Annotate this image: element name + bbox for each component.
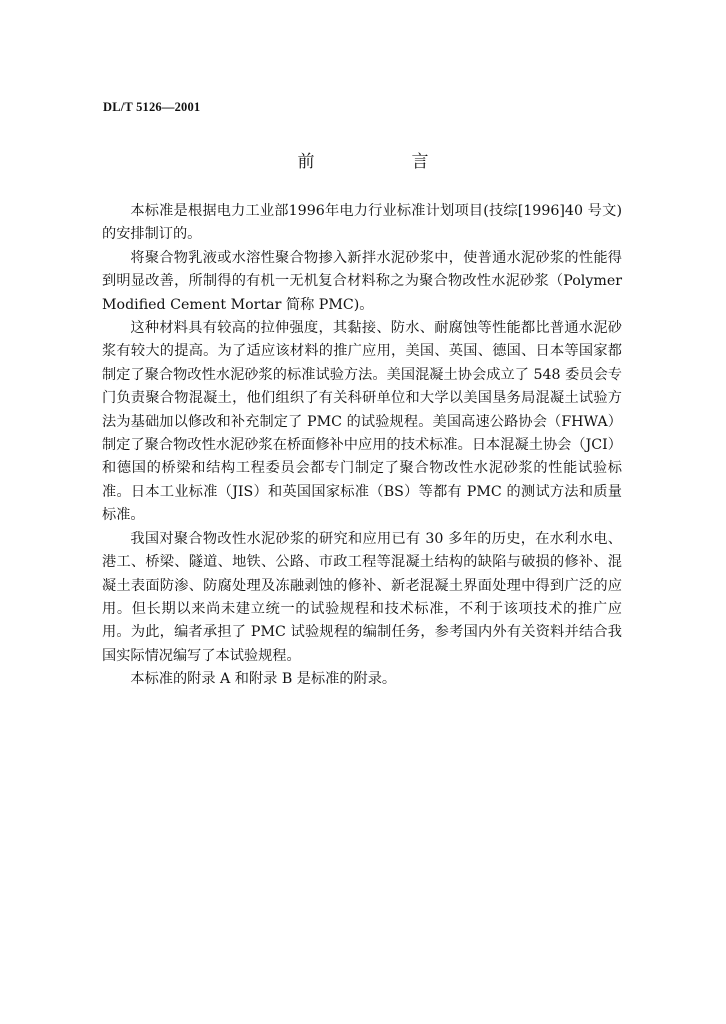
paragraph: 将聚合物乳液或水溶性聚合物掺入新拌水泥砂浆中，使普通水泥砂浆的性能得到明显改善，所制得的有机一无机复合材料称之为聚合物改性水泥砂浆（Polymer Modified Cement Mortar 简称 PMC)。: [102, 249, 622, 313]
paragraph: 这种材料具有较高的拉伸强度，其黏接、防水、耐腐蚀等性能都比普通水泥砂浆有较大的提高。为了适应该材料的推广应用，美国、英国、德国、日本等国家都制定了聚合物改性水泥砂浆的标准试验方法。美国混凝土协会成立了 548 委员会专门负责聚合物混凝土，他们组织了有关科研单位和大学以美国垦务局混凝土试验方法为基础加以修改和补充制定了 PMC 的试验规程。美国高速公路协会（FHWA）制定了聚合物改性水泥砂浆在桥面修补中应用的技术标准。日本混凝土协会（JCI）和德国的桥梁和结构工程委员会都专门制定了聚合物改性水泥砂浆的性能试验标准。日本工业标准（JIS）和英国国家标准（BS）等都有 PMC 的测试方法和质量标准。: [102, 320, 622, 524]
paragraph: 本标准的附录 A 和附录 B 是标准的附录。: [130, 671, 397, 688]
paragraph: 我国对聚合物改性水泥砂浆的研究和应用已有 30 多年的历史，在水利水电、港工、桥梁、隧道、地铁、公路、市政工程等混凝土结构的缺陷与破损的修补、混凝土表面防渗、防腐处理及冻融剥蚀的修补、新老混凝土界面处理中得到广泛的应用。但长期以来尚未建立统一的试验规程和技术标准，不利于该项技术的推广应用。为此，编者承担了 PMC 试验规程的编制任务，参考国内外有关资料并结合我国实际情况编写了本试验规程。: [102, 530, 622, 664]
standard-code: DL/T 5126—2001: [103, 100, 201, 114]
page-title: 前 言: [297, 152, 469, 172]
paragraph: 本标准是根据电力工业部1996年电力行业标准计划项目(技综[1996]40 号文)的安排制订的。: [102, 203, 622, 243]
foreword-body: [102, 200, 622, 692]
